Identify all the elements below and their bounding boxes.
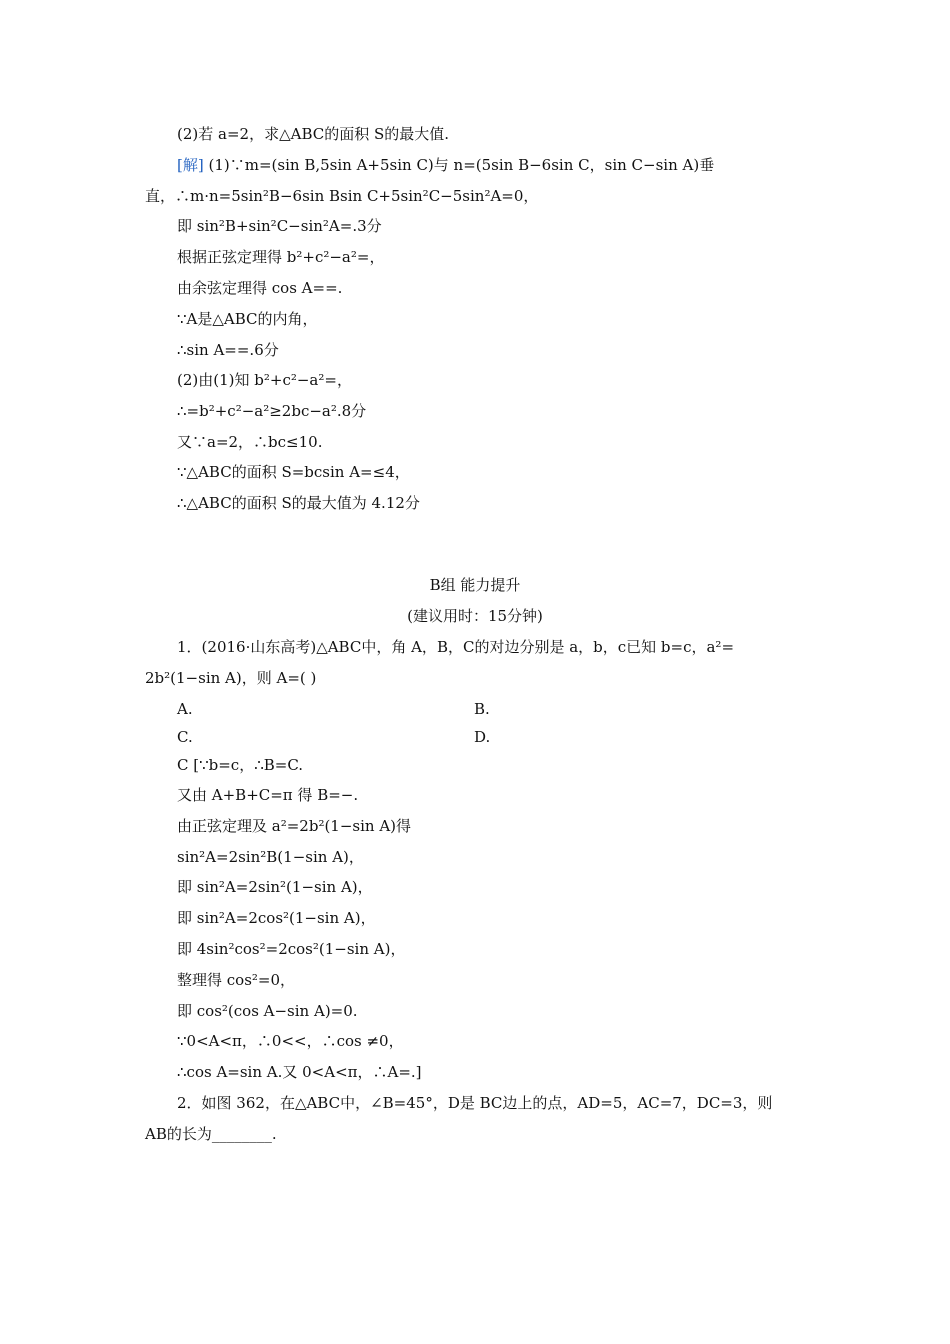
solution-step: (2)由(1)知 b²+c²−a²=， (177, 371, 352, 389)
solution-step: ∴△ABC的面积 S的最大值为 4.12分 (177, 494, 420, 512)
option-a: A. (177, 700, 193, 718)
answer-line: 即 4sin²cos²=2cos²(1−sin A)， (177, 940, 406, 958)
question-2-line-2: AB的长为________. (145, 1125, 277, 1143)
section-subtitle: (建议用时：15分钟) (407, 607, 543, 625)
answer-line: ∵0<A<π，∴0<<，∴cos ≠0， (177, 1032, 404, 1050)
solution-tag: [解] (177, 156, 204, 174)
part1-question-2: (2)若 a=2，求△ABC的面积 S的最大值. (177, 125, 450, 143)
solution-text: (1)∵m=(sin B,5sin A+5sin C)与 n=(5sin B−6sin C，sin C−sin A)垂 (208, 156, 715, 174)
answer-line: ∴cos A=sin A.又 0<A<π，∴A=.] (177, 1063, 422, 1081)
section-title: B组 能力提升 (429, 576, 521, 594)
solution-line-2: 直，∴m·n=5sin²B−6sin Bsin C+5sin²C−5sin²A=0， (145, 187, 539, 205)
answer-line: 又由 A+B+C=π 得 B=−. (177, 786, 359, 804)
answer-line: 即 cos²(cos A−sin A)=0. (177, 1002, 358, 1020)
answer-line: 即 sin²A=2sin²(1−sin A)， (177, 878, 373, 896)
answer-line: sin²A=2sin²B(1−sin A)， (177, 848, 364, 866)
option-d: D. (474, 728, 491, 746)
answer-line: 由正弦定理及 a²=2b²(1−sin A)得 (177, 817, 412, 835)
option-c: C. (177, 728, 193, 746)
solution-step: 由余弦定理得 cos A==. (177, 279, 343, 297)
question-1-line-1: 1．(2016·山东高考)△ABC中，角 A，B，C的对边分别是 a，b，c已知 b=c，a²= (177, 638, 735, 656)
answer-line: 整理得 cos²=0， (177, 971, 296, 989)
solution-step: ∴sin A==.6分 (177, 341, 279, 359)
question-1-line-2: 2b²(1−sin A)，则 A=( ) (145, 669, 317, 687)
answer-line: C [∵b=c，∴B=C. (177, 756, 304, 774)
solution-step: ∵A是△ABC的内角， (177, 310, 318, 328)
solution-step: ∵△ABC的面积 S=bcsin A=≤4， (177, 463, 410, 481)
solution-step: ∴=b²+c²−a²≥2bc−a².8分 (177, 402, 367, 420)
answer-line: 即 sin²A=2cos²(1−sin A)， (177, 909, 376, 927)
option-b: B. (474, 700, 490, 718)
solution-step: 根据正弦定理得 b²+c²−a²=， (177, 248, 385, 266)
solution-line-1 (177, 155, 714, 175)
question-2-line-1: 2．如图 362，在△ABC中，∠B=45°，D是 BC边上的点，AD=5，AC=7，DC=3，则 (177, 1094, 773, 1112)
solution-step: 即 sin²B+sin²C−sin²A=.3分 (177, 217, 382, 235)
solution-step: 又∵a=2，∴bc≤10. (177, 433, 323, 451)
